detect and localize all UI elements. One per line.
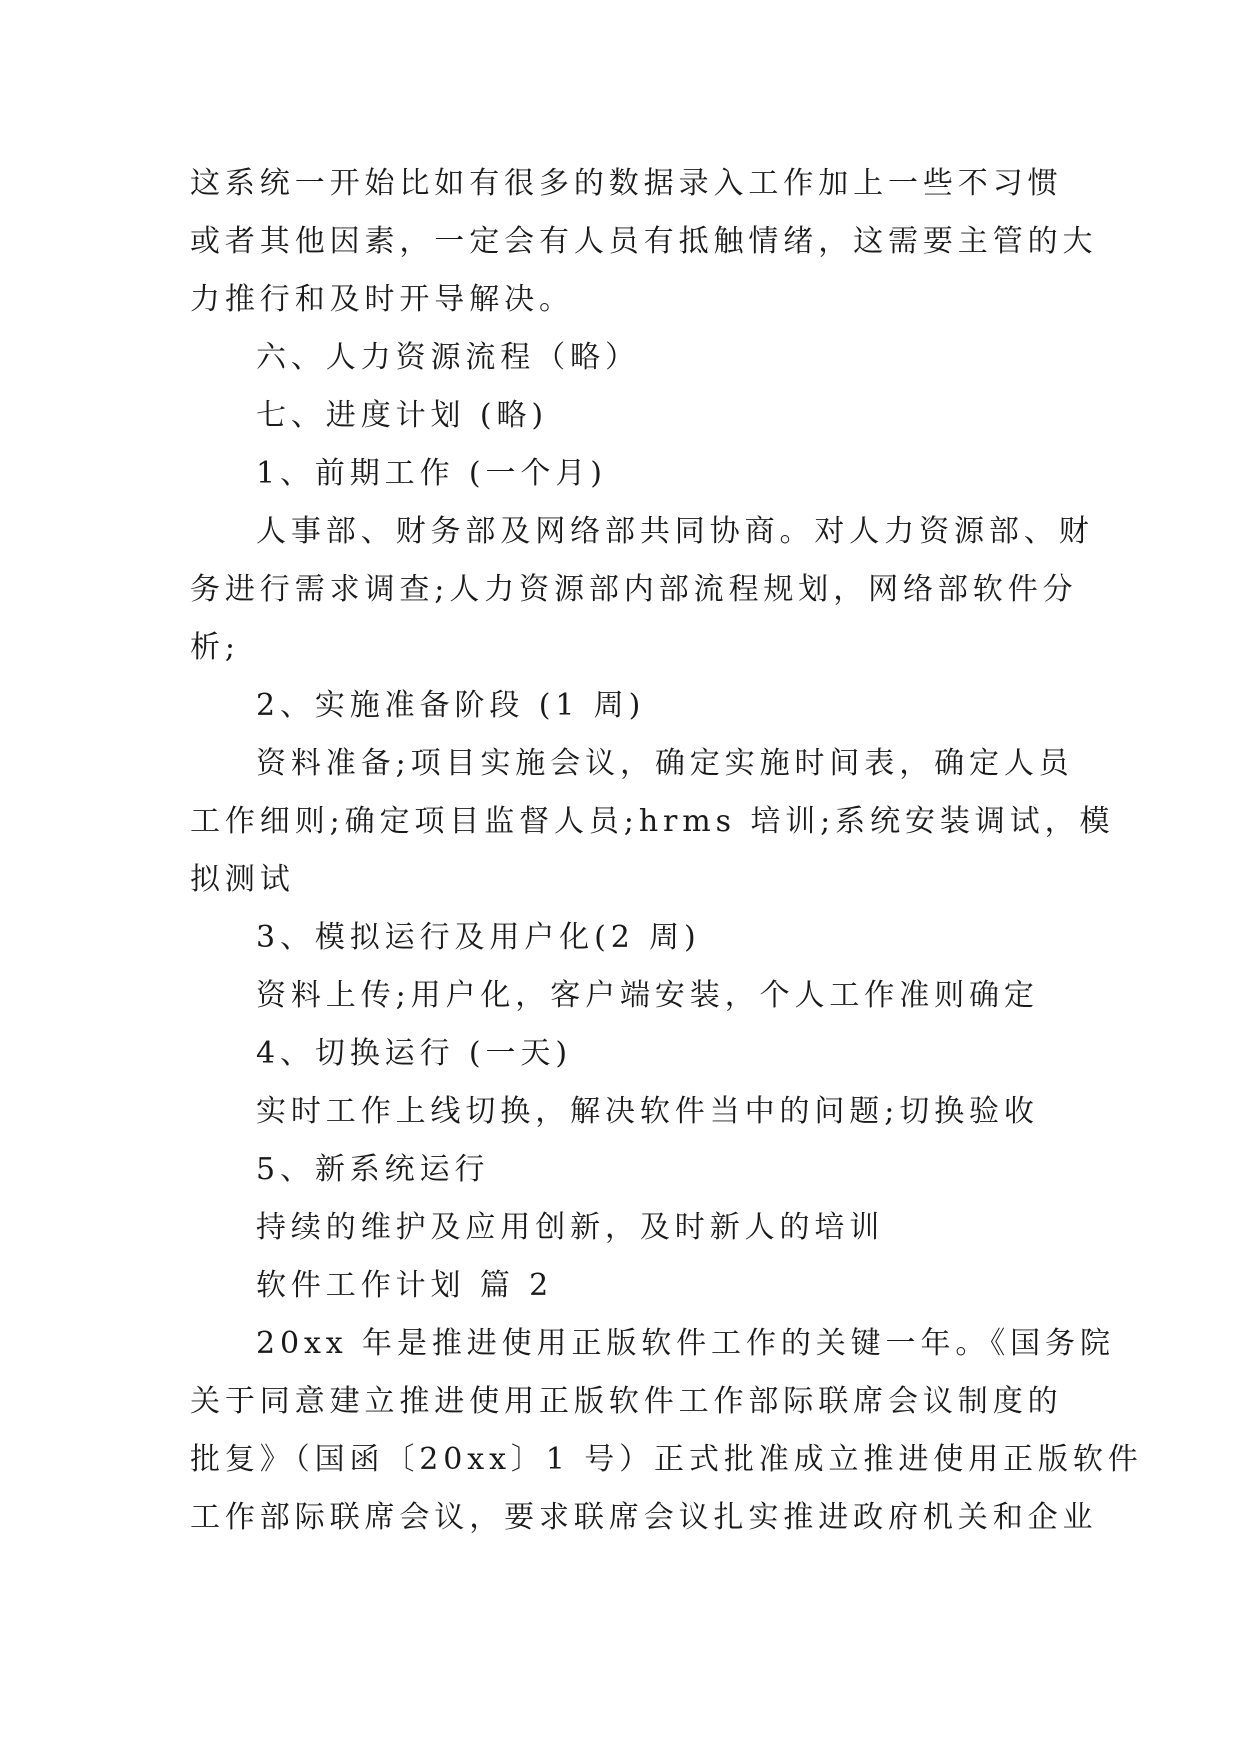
step-heading: 5、新系统运行 (256, 1152, 490, 1187)
step-heading: 3、模拟运行及用户化(2 周) (256, 920, 701, 955)
section-heading: 六、人力资源流程（略） (256, 340, 640, 375)
text-line: 资料准备;项目实施会议，确定实施时间表，确定人员 (256, 746, 1074, 781)
step-heading: 2、实施准备阶段 (1 周) (256, 688, 646, 723)
step-heading: 1、前期工作 (一个月) (256, 456, 607, 491)
text-line: 关于同意建立推进使用正版软件工作部际联席会议制度的 (190, 1384, 1063, 1419)
text-line: 20xx 年是推进使用正版软件工作的关键一年。《国务院 (256, 1326, 1115, 1361)
article-heading: 软件工作计划 篇 2 (256, 1268, 554, 1303)
text-line: 这系统一开始比如有很多的数据录入工作加上一些不习惯 (190, 166, 1063, 201)
text-line: 务进行需求调查;人力资源部内部流程规划，网络部软件分 (190, 572, 1078, 607)
text-line: 拟测试 (190, 862, 295, 897)
text-line: 持续的维护及应用创新，及时新人的培训 (256, 1210, 885, 1245)
text-line: 析; (190, 630, 240, 665)
step-heading: 4、切换运行 (一天) (256, 1036, 572, 1071)
section-heading: 七、进度计划 (略) (256, 398, 548, 433)
text-line: 工作部际联席会议，要求联席会议扎实推进政府机关和企业 (190, 1500, 1098, 1535)
text-line: 批复》（国函〔20xx〕1 号）正式批准成立推进使用正版软件 (190, 1442, 1143, 1477)
text-line: 人事部、财务部及网络部共同协商。对人力资源部、财 (256, 514, 1094, 549)
text-line: 实时工作上线切换，解决软件当中的问题;切换验收 (256, 1094, 1039, 1129)
text-line: 力推行和及时开导解决。 (190, 282, 574, 317)
text-line: 资料上传;用户化，客户端安装，个人工作准则确定 (256, 978, 1039, 1013)
document-body (190, 158, 1143, 1550)
text-line: 或者其他因素，一定会有人员有抵触情绪，这需要主管的大 (190, 224, 1098, 259)
text-line: 工作细则;确定项目监督人员;hrms 培训;系统安装调试，模 (190, 804, 1115, 839)
